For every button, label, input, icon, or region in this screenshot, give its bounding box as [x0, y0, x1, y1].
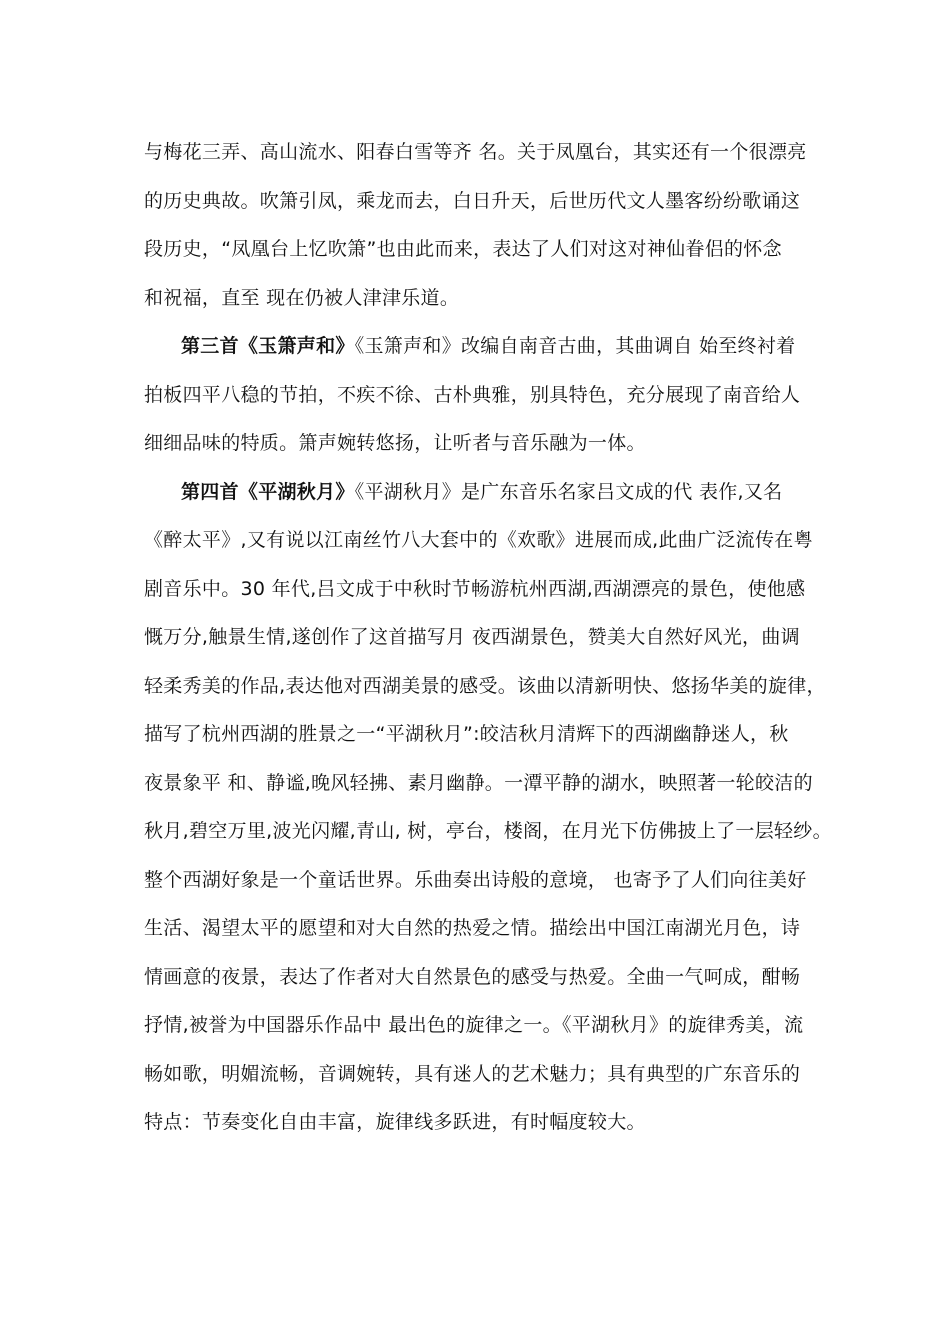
text-line: 《醉太平》,又有说以江南丝竹八大套中的《欢歌》进展而成,此曲广泛流传在粤	[144, 529, 813, 551]
section-heading-fourth-piece: 第四首《平湖秋月》	[181, 480, 355, 503]
paragraph-phoenix-terrace	[144, 128, 814, 322]
text-line: 和祝福，直至 现在仍被人津津乐道。	[144, 286, 460, 309]
paragraph-pinghu-qiuyue	[144, 468, 832, 1147]
text-line: 细细品味的特质。箫声婉转悠扬，让听者与音乐融为一体。	[144, 432, 646, 454]
text-line: 整个西湖好象是一个童话世界。乐曲奏出诗般的意境， 也寄予了人们向往美好	[144, 868, 807, 891]
text-line: 秋月,碧空万里,波光闪耀,青山, 树，亭台，楼阁，在月光下仿佛披上了一层轻纱。	[144, 820, 832, 842]
text-line	[144, 468, 814, 517]
document-page	[144, 128, 832, 1147]
section-heading-third-piece: 第三首《玉箫声和》	[181, 335, 355, 357]
paragraph-yuxiao-shenghe	[144, 322, 814, 468]
text-line-content: 《玉箫声和》改编自南音古曲，其曲调自 始至终衬着	[354, 335, 796, 357]
text-line: 与梅花三弄、高山流水、阳春白雪等齐 名。关于凤凰台，其实还有一个很漂亮	[144, 141, 807, 163]
text-line: 畅如歌，明媚流畅，音调婉转，具有迷人的艺术魅力；具有典型的广东音乐的	[144, 1062, 801, 1085]
text-line: 抒情,被誉为中国器乐作品中 最出色的旋律之一。《平湖秋月》的旋律秀美，流	[144, 1014, 804, 1036]
text-line: 生活、渴望太平的愿望和对大自然的热爱之情。描绘出中国江南湖光月色，诗	[144, 917, 801, 939]
text-line: 段历史，“凤凰台上忆吹箫”也由此而来，表达了人们对这对神仙眷侣的怀念	[144, 238, 782, 260]
text-line: 夜景象平 和、静谧,晚风轻拂、素月幽静。一潭平静的湖水，映照著一轮皎洁的	[144, 771, 813, 794]
text-line: 描写了杭州西湖的胜景之一“平湖秋月”:皎洁秋月清辉下的西湖幽静迷人，秋	[144, 723, 789, 745]
text-line: 情画意的夜景，表达了作者对大自然景色的感受与热爱。全曲一气呵成，酣畅	[144, 965, 801, 988]
text-line: 轻柔秀美的作品,表达他对西湖美景的感受。该曲以清新明快、悠扬华美的旋律，	[144, 674, 826, 697]
text-line: 的历史典故。吹箫引凤，乘龙而去，白日升天，后世历代文人墨客纷纷歌诵这	[144, 189, 801, 212]
text-line: 特点：节奏变化自由丰富，旋律线多跃进，有时幅度较大。	[144, 1111, 646, 1133]
text-line: 剧音乐中。30 年代,吕文成于中秋时节畅游杭州西湖,西湖漂亮的景色，使他感	[144, 577, 806, 600]
text-line: 拍板四平八稳的节拍，不疾不徐、古朴典雅，别具特色，充分展现了南音给人	[144, 383, 801, 406]
text-line-content: 《平湖秋月》是广东音乐名家吕文成的代 表作,又名	[354, 480, 783, 503]
text-line	[144, 322, 814, 371]
text-line: 慨万分,触景生情,遂创作了这首描写月 夜西湖景色，赞美大自然好风光，曲调	[144, 626, 800, 648]
